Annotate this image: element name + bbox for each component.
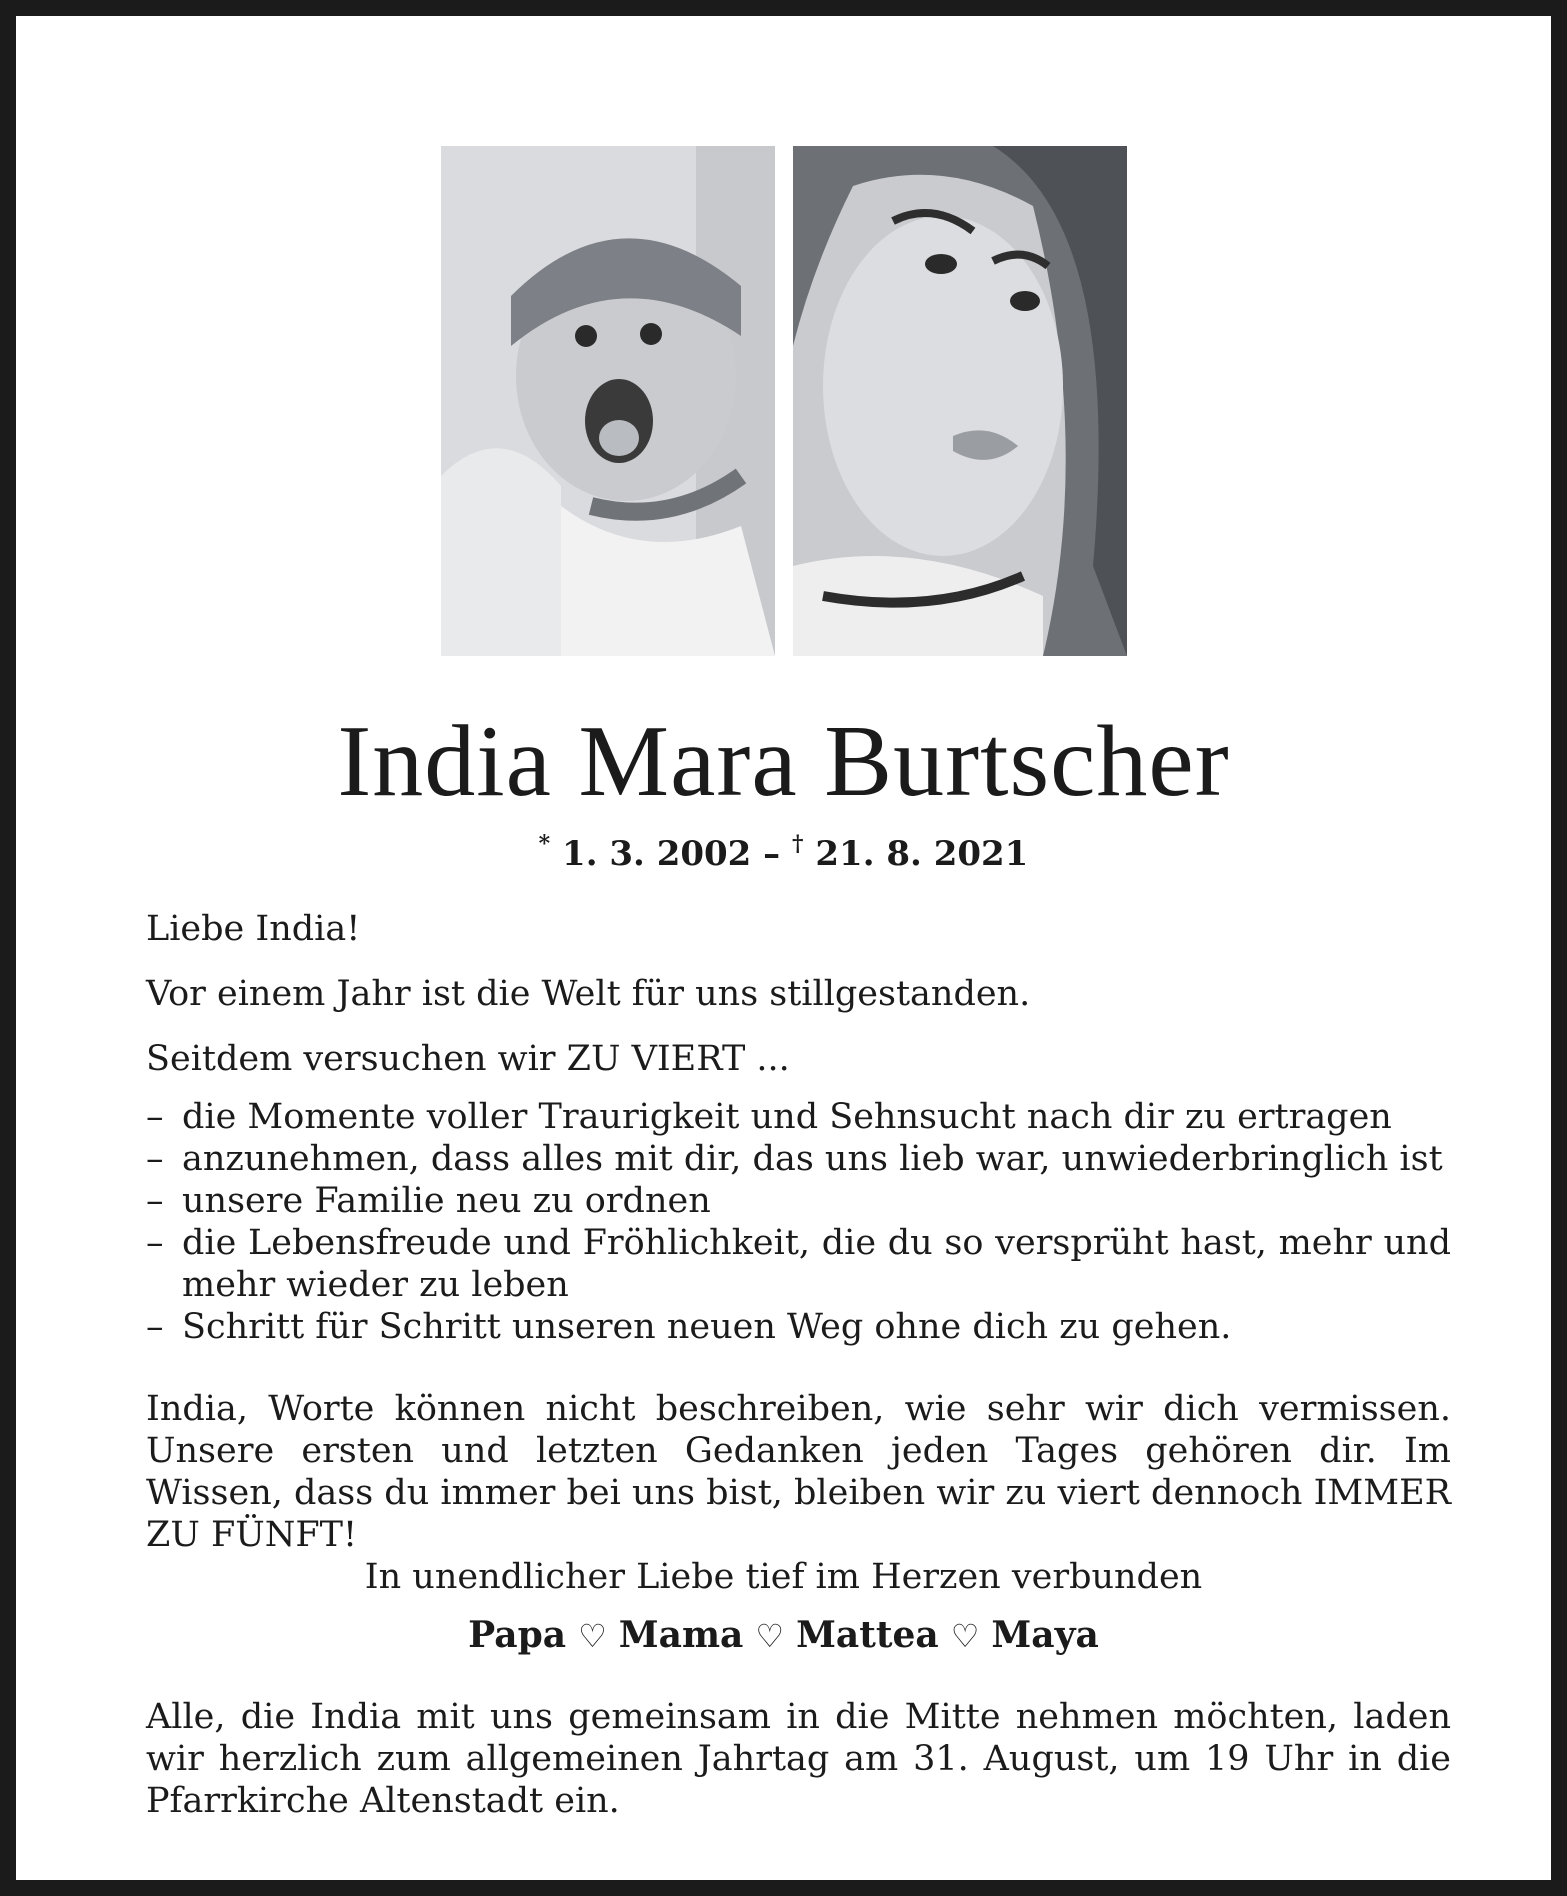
young-woman-photo [793, 146, 1127, 656]
birth-symbol: * [538, 831, 551, 857]
family-name-mama: Mama [618, 1614, 744, 1656]
list-item-text: Schritt für Schritt unseren neuen Weg ohne dich zu gehen. [182, 1307, 1232, 1347]
heart-icon: ♡ [950, 1617, 980, 1655]
deceased-name: India Mara Burtscher [337, 705, 1230, 818]
list-dash: – [146, 1097, 164, 1137]
list-dash: – [146, 1139, 164, 1179]
young-woman-photo-illustration [793, 146, 1127, 656]
death-date: 21. 8. 2021 [815, 834, 1029, 874]
family-name-mattea: Mattea [796, 1614, 939, 1656]
photo-row [16, 146, 1551, 656]
list-item-text: die Lebensfreude und Fröhlichkeit, die du so versprüht hast, mehr und mehr wieder zu leben [182, 1223, 1451, 1305]
heart-icon: ♡ [578, 1617, 607, 1655]
invitation-paragraph: Alle, die India mit uns gemeinsam in die Mitte nehmen möchten, laden wir herzlich zum allgemeinen Jahrtag am 31. August, um 19 Uhr in die Pfarrkirche Altenstadt ein. [146, 1697, 1451, 1821]
heart-icon: ♡ [755, 1617, 785, 1655]
list-dash: – [146, 1181, 164, 1221]
greeting: Liebe India! [146, 909, 361, 949]
memory-list [146, 1096, 1451, 1348]
death-symbol: † [792, 831, 804, 857]
family-name-papa: Papa [468, 1614, 567, 1656]
list-item-text: anzunehmen, dass alles mit dir, das uns lieb war, unwiederbringlich ist [182, 1139, 1443, 1179]
birth-date: 1. 3. 2002 [562, 834, 752, 874]
intro-line: Vor einem Jahr ist die Welt für uns stillgestanden. [146, 974, 1031, 1014]
list-intro: Seitdem versuchen wir ZU VIERT ... [146, 1039, 790, 1079]
list-dash: – [146, 1307, 164, 1347]
closing-line: In unendlicher Liebe tief im Herzen verbunden [364, 1557, 1203, 1597]
family-names [16, 1613, 1551, 1658]
life-dates [16, 831, 1551, 874]
list-item [146, 1138, 1451, 1180]
main-paragraph: India, Worte können nicht beschreiben, wie sehr wir dich vermissen. Unsere ersten und letzten Gedanken jeden Tages gehören dir. Im Wissen, dass du immer bei uns bist, bleiben wir zu viert dennoch IMMER ZU FÜNFT! [146, 1389, 1451, 1555]
list-item [146, 1222, 1451, 1306]
list-dash: – [146, 1223, 164, 1263]
baby-photo-illustration [441, 146, 775, 656]
baby-photo [441, 146, 775, 656]
list-item-text: die Momente voller Traurigkeit und Sehnsucht nach dir zu ertragen [182, 1097, 1392, 1137]
family-name-maya: Maya [991, 1614, 1099, 1656]
list-item-text: unsere Familie neu zu ordnen [182, 1181, 711, 1221]
list-item [146, 1180, 1451, 1222]
date-separator: – [763, 834, 781, 874]
list-item [146, 1306, 1451, 1348]
list-item [146, 1096, 1451, 1138]
